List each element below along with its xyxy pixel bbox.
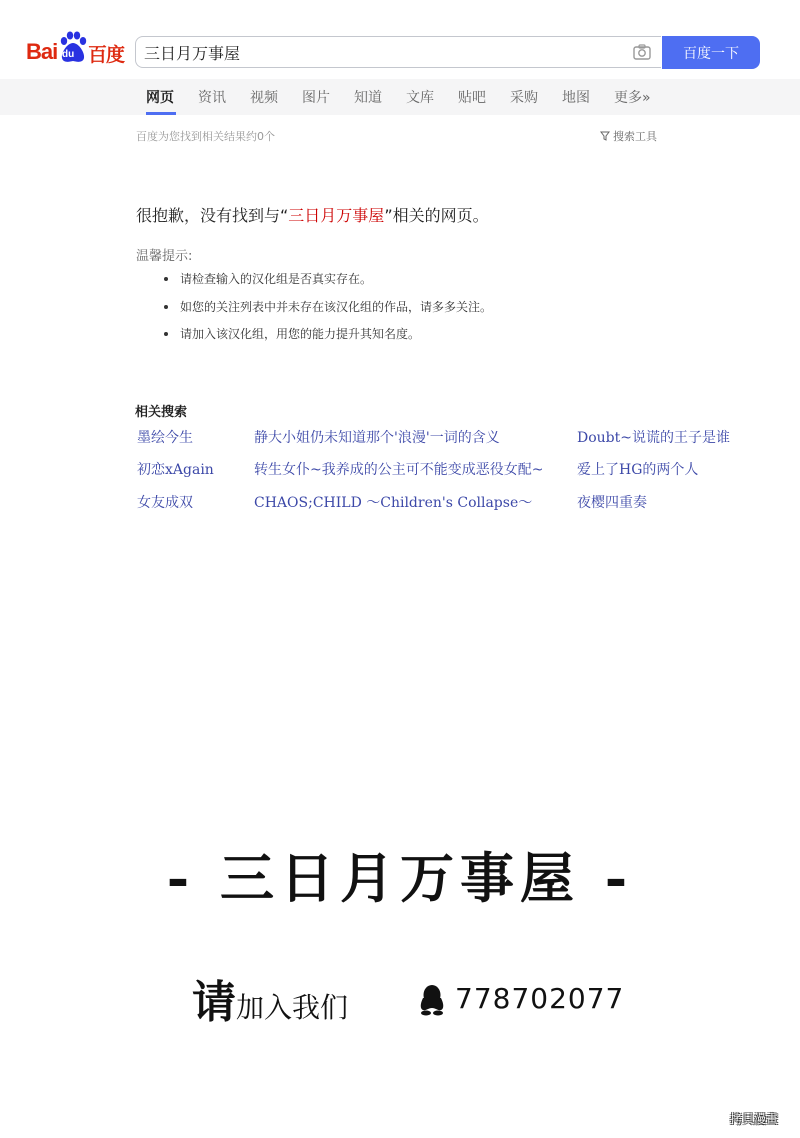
join-us-big-char: 请: [192, 977, 236, 1028]
search-tools-label: 搜索工具: [613, 130, 657, 143]
tab-zhidao[interactable]: 知道: [354, 90, 382, 106]
related-link[interactable]: 夜樱四重奏: [577, 495, 647, 511]
tips-list: [164, 270, 492, 353]
no-result-suffix: ”相关的网页。: [384, 206, 489, 225]
baidu-logo[interactable]: [26, 31, 128, 71]
qq-number: 778702077: [455, 982, 625, 1015]
related-link[interactable]: 爱上了HG的两个人: [577, 462, 699, 478]
no-result-keyword: 三日月万事屋: [288, 206, 385, 225]
join-us-text: [192, 966, 348, 1030]
no-result-prefix: 很抱歉，没有找到与“: [136, 206, 289, 225]
filter-icon: [600, 131, 610, 141]
related-link[interactable]: 静大小姐仍未知道那个'浪漫'一词的含义: [254, 430, 500, 446]
logo-text-latin: Bai: [26, 39, 58, 64]
nav-tabs: [146, 87, 675, 107]
logo-text-du: du: [62, 49, 75, 60]
related-link[interactable]: CHAOS;CHILD ～Children's Collapse～: [254, 495, 533, 511]
search-box: [135, 36, 661, 68]
tab-wenku[interactable]: 文库: [406, 90, 434, 106]
tab-map[interactable]: 地图: [562, 90, 590, 106]
logo-text-cn: 百度: [88, 44, 125, 66]
search-tools-button[interactable]: [600, 128, 657, 144]
related-link[interactable]: 墨绘今生: [137, 430, 193, 446]
promo-title: - 三日月万事屋 -: [166, 846, 634, 910]
tab-images[interactable]: 图片: [302, 90, 330, 106]
tab-news[interactable]: 资讯: [198, 90, 226, 106]
search-input[interactable]: [144, 41, 624, 63]
related-link[interactable]: 女友成双: [137, 495, 193, 511]
related-link[interactable]: Doubt~说谎的王子是谁: [577, 430, 730, 446]
related-searches-title: 相关搜索: [135, 405, 188, 420]
camera-icon[interactable]: [633, 44, 651, 60]
no-result-message: [136, 203, 489, 226]
search-button[interactable]: 百度一下: [662, 36, 760, 69]
tip-item: 请检查输入的汉化组是否真实存在。: [164, 270, 492, 298]
result-count: 百度为您找到相关结果约0个: [136, 130, 275, 143]
related-link[interactable]: 转生女仆~我养成的公主可不能变成恶役女配~: [254, 462, 544, 478]
tab-video[interactable]: 视频: [250, 90, 278, 106]
join-us-rest: 加入我们: [236, 991, 349, 1024]
qq-penguin-icon: [418, 984, 446, 1016]
tab-web[interactable]: 网页: [146, 90, 174, 106]
tab-more[interactable]: 更多»: [614, 90, 651, 106]
tips-title: 温馨提示:: [136, 249, 193, 264]
tip-item: 如您的关注列表中并未存在该汉化组的作品，请多多关注。: [164, 298, 492, 326]
watermark: 拷貝漫畫: [730, 1112, 779, 1126]
tab-caigou[interactable]: 采购: [510, 90, 538, 106]
related-link[interactable]: 初恋xAgain: [137, 462, 214, 478]
active-tab-indicator: [146, 112, 176, 115]
tab-tieba[interactable]: 贴吧: [458, 90, 486, 106]
tip-item: 请加入该汉化组，用您的能力提升其知名度。: [164, 325, 492, 353]
